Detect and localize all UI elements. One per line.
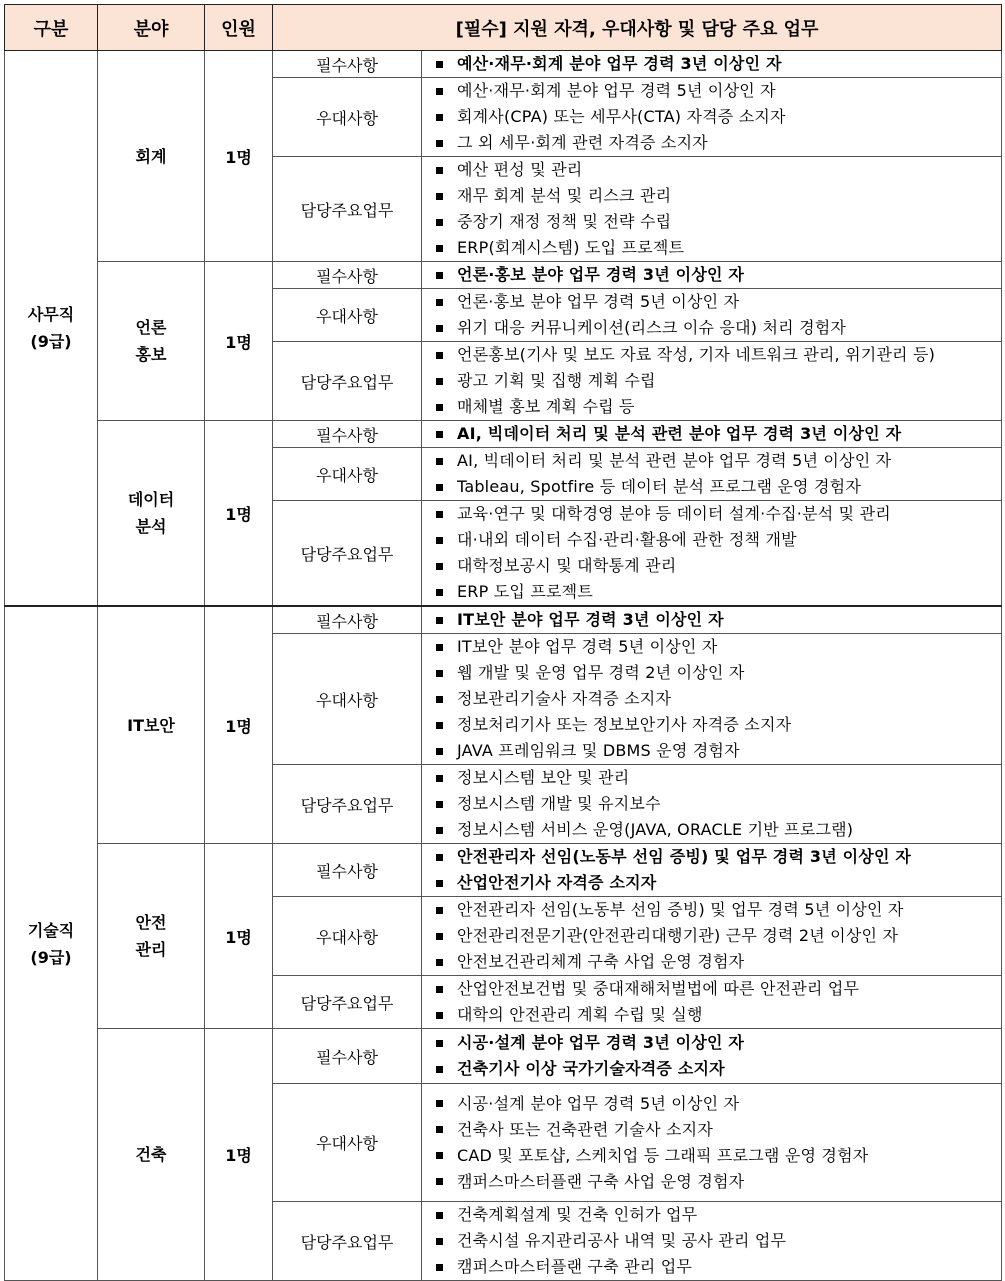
list-item bbox=[436, 78, 1001, 104]
required-description-cell bbox=[422, 1029, 1002, 1084]
list-item-text: 안전보건관리체계 구축 사업 운영 경험자 bbox=[457, 952, 745, 971]
header-category: 구분 bbox=[5, 5, 98, 51]
list-item-text: JAVA 프레임워크 및 DBMS 운영 경험자 bbox=[457, 741, 740, 760]
list-item-text: 정보관리기술사 자격증 소지자 bbox=[457, 689, 672, 708]
list-item bbox=[436, 791, 1001, 817]
list-item bbox=[436, 1117, 1001, 1143]
list-item-text: 언론·홍보 분야 업무 경력 5년 이상인 자 bbox=[457, 292, 740, 311]
header-field: 분야 bbox=[98, 5, 205, 51]
square-bullet-icon bbox=[436, 299, 443, 306]
list-item bbox=[436, 844, 1001, 870]
list-item-text: 재무 회계 분석 및 리스크 관리 bbox=[457, 186, 672, 205]
required-description-cell bbox=[422, 844, 1002, 897]
list-item-text: 회계사(CPA) 또는 세무사(CTA) 자격증 소지자 bbox=[457, 107, 786, 126]
list-item bbox=[436, 183, 1001, 209]
square-bullet-icon bbox=[436, 1238, 443, 1245]
list-item-text: 건축시설 유지관리공사 내역 및 공사 관리 업무 bbox=[457, 1231, 787, 1250]
list-item bbox=[436, 765, 1001, 791]
square-bullet-icon bbox=[436, 986, 443, 993]
field-cell: IT보안 bbox=[98, 606, 205, 844]
square-bullet-icon bbox=[436, 511, 443, 518]
square-bullet-icon bbox=[436, 245, 443, 252]
square-bullet-icon bbox=[436, 1066, 443, 1073]
list-item-text: 안전관리자 선임(노동부 선임 증빙) 및 업무 경력 5년 이상인 자 bbox=[457, 900, 904, 919]
table-row bbox=[5, 51, 1002, 78]
list-item bbox=[436, 1169, 1001, 1195]
required-description-cell bbox=[422, 51, 1002, 78]
list-item bbox=[436, 448, 1001, 474]
list-item-text: ERP 도입 프로젝트 bbox=[457, 582, 593, 601]
list-item bbox=[436, 1002, 1001, 1028]
square-bullet-icon bbox=[436, 880, 443, 887]
square-bullet-icon bbox=[436, 959, 443, 966]
square-bullet-icon bbox=[436, 1264, 443, 1271]
list-item bbox=[436, 474, 1001, 500]
list-item-text: 캠퍼스마스터플랜 구축 사업 운영 경험자 bbox=[457, 1171, 745, 1191]
square-bullet-icon bbox=[436, 1152, 443, 1159]
list-item bbox=[436, 157, 1001, 183]
square-bullet-icon bbox=[436, 484, 443, 491]
preferred-label-cell: 우대사항 bbox=[273, 448, 422, 501]
square-bullet-icon bbox=[436, 272, 443, 279]
list-item bbox=[436, 870, 1001, 896]
square-bullet-icon bbox=[436, 1178, 443, 1185]
headcount-cell: 1명 bbox=[205, 844, 273, 1029]
field-cell: 안전 관리 bbox=[98, 844, 205, 1029]
square-bullet-icon bbox=[436, 88, 443, 95]
table-row bbox=[5, 262, 1002, 289]
square-bullet-icon bbox=[436, 219, 443, 226]
field-cell: 데이터 분석 bbox=[98, 421, 205, 607]
square-bullet-icon bbox=[436, 1012, 443, 1019]
header-row bbox=[5, 5, 1002, 51]
square-bullet-icon bbox=[436, 801, 443, 808]
headcount-cell: 1명 bbox=[205, 51, 273, 262]
list-item-text: 광고 기획 및 집행 계획 수립 bbox=[457, 371, 656, 390]
preferred-description-cell bbox=[422, 78, 1002, 157]
list-item-text: 중장기 재정 정책 및 전략 수립 bbox=[457, 212, 672, 231]
list-item-text: 캠퍼스마스터플랜 구축 관리 업무 bbox=[457, 1257, 693, 1276]
list-item-text: 대학의 안전관리 계획 수립 및 실행 bbox=[457, 1005, 703, 1024]
list-item-text: 그 외 세무·회계 관련 자격증 소지자 bbox=[457, 133, 708, 152]
list-item bbox=[436, 817, 1001, 843]
required-description-cell bbox=[422, 421, 1002, 448]
list-item bbox=[436, 501, 1001, 527]
preferred-label-cell: 우대사항 bbox=[273, 78, 422, 157]
list-item-text: 정보시스템 보안 및 관리 bbox=[457, 768, 630, 787]
square-bullet-icon bbox=[436, 696, 443, 703]
category-cell: 기술직 (9급) bbox=[5, 606, 98, 1281]
list-item bbox=[436, 1228, 1001, 1254]
list-item-text: 건축계획설계 및 건축 인허가 업무 bbox=[457, 1205, 698, 1224]
list-item bbox=[436, 976, 1001, 1002]
square-bullet-icon bbox=[436, 1100, 443, 1107]
list-item bbox=[436, 1254, 1001, 1280]
duties-description-cell bbox=[422, 501, 1002, 607]
list-item-text: 건축기사 이상 국가기술자격증 소지자 bbox=[457, 1059, 725, 1078]
list-item bbox=[436, 1030, 1001, 1056]
preferred-label-cell: 우대사항 bbox=[273, 897, 422, 976]
list-item bbox=[436, 209, 1001, 235]
table-row bbox=[5, 1029, 1002, 1084]
list-item-text: 언론홍보(기사 및 보도 자료 작성, 기자 네트워크 관리, 위기관리 등) bbox=[457, 345, 936, 364]
square-bullet-icon bbox=[436, 1212, 443, 1219]
list-item bbox=[436, 104, 1001, 130]
duties-description-cell bbox=[422, 157, 1002, 262]
preferred-description-cell bbox=[422, 1084, 1002, 1202]
headcount-cell: 1명 bbox=[205, 606, 273, 844]
list-item bbox=[436, 1202, 1001, 1228]
square-bullet-icon bbox=[436, 431, 443, 438]
list-item bbox=[436, 738, 1001, 764]
list-item bbox=[436, 51, 1001, 77]
list-item bbox=[436, 1056, 1001, 1082]
duties-label-cell: 담당주요업무 bbox=[273, 157, 422, 262]
preferred-description-cell bbox=[422, 448, 1002, 501]
square-bullet-icon bbox=[436, 644, 443, 651]
headcount-cell: 1명 bbox=[205, 262, 273, 421]
list-item-text: 시공·설계 분야 업무 경력 3년 이상인 자 bbox=[457, 1033, 745, 1052]
list-item bbox=[436, 368, 1001, 394]
required-description-cell bbox=[422, 262, 1002, 289]
header-description: [필수] 지원 자격, 우대사항 및 담당 주요 업무 bbox=[273, 5, 1002, 51]
preferred-label-cell: 우대사항 bbox=[273, 1084, 422, 1202]
list-item bbox=[436, 1091, 1001, 1117]
list-item-text: 시공·설계 분야 업무 경력 5년 이상인 자 bbox=[457, 1093, 740, 1113]
square-bullet-icon bbox=[436, 775, 443, 782]
square-bullet-icon bbox=[436, 589, 443, 596]
list-item bbox=[436, 712, 1001, 738]
square-bullet-icon bbox=[436, 378, 443, 385]
list-item bbox=[436, 1143, 1001, 1169]
list-item-text: 교육·연구 및 대학경영 분야 등 데이터 설계·수집·분석 및 관리 bbox=[457, 504, 891, 523]
recruitment-table bbox=[4, 4, 1002, 1281]
list-item-text: 대학정보공시 및 대학통계 관리 bbox=[457, 556, 677, 575]
list-item bbox=[436, 342, 1001, 368]
preferred-description-cell bbox=[422, 634, 1002, 765]
square-bullet-icon bbox=[436, 325, 443, 332]
list-item-text: 정보시스템 개발 및 유지보수 bbox=[457, 794, 661, 813]
list-item-text: AI, 빅데이터 처리 및 분석 관련 분야 업무 경력 5년 이상인 자 bbox=[457, 451, 892, 470]
list-item-text: 대·내외 데이터 수집·관리·활용에 관한 정책 개발 bbox=[457, 530, 797, 549]
list-item-text: IT보안 분야 업무 경력 5년 이상인 자 bbox=[457, 637, 718, 656]
list-item bbox=[436, 660, 1001, 686]
duties-label-cell: 담당주요업무 bbox=[273, 501, 422, 607]
list-item-text: 안전관리전문기관(안전관리대행기관) 근무 경력 2년 이상인 자 bbox=[457, 926, 899, 945]
duties-label-cell: 담당주요업무 bbox=[273, 1202, 422, 1281]
preferred-label-cell: 우대사항 bbox=[273, 289, 422, 342]
duties-label-cell: 담당주요업무 bbox=[273, 976, 422, 1029]
square-bullet-icon bbox=[436, 722, 443, 729]
list-item bbox=[436, 421, 1001, 447]
square-bullet-icon bbox=[436, 352, 443, 359]
square-bullet-icon bbox=[436, 617, 443, 624]
square-bullet-icon bbox=[436, 933, 443, 940]
list-item-text: ERP(회계시스템) 도입 프로젝트 bbox=[457, 238, 685, 257]
list-item bbox=[436, 394, 1001, 420]
square-bullet-icon bbox=[436, 748, 443, 755]
list-item-text: 예산·재무·회계 분야 업무 경력 5년 이상인 자 bbox=[457, 81, 776, 100]
field-cell: 언론 홍보 bbox=[98, 262, 205, 421]
headcount-cell: 1명 bbox=[205, 1029, 273, 1281]
list-item-text: 정보처리기사 또는 정보보안기사 자격증 소지자 bbox=[457, 715, 792, 734]
square-bullet-icon bbox=[436, 1040, 443, 1047]
list-item bbox=[436, 527, 1001, 553]
list-item bbox=[436, 897, 1001, 923]
list-item bbox=[436, 235, 1001, 261]
list-item-text: 웹 개발 및 운영 업무 경력 2년 이상인 자 bbox=[457, 663, 745, 682]
duties-description-cell bbox=[422, 765, 1002, 844]
list-item-text: CAD 및 포토샵, 스케치업 등 그래픽 프로그램 운영 경험자 bbox=[457, 1145, 869, 1165]
field-cell: 건축 bbox=[98, 1029, 205, 1281]
required-label-cell: 필수사항 bbox=[273, 844, 422, 897]
list-item-text: 건축사 또는 건축관련 기술사 소지자 bbox=[457, 1119, 713, 1139]
list-item bbox=[436, 289, 1001, 315]
square-bullet-icon bbox=[436, 563, 443, 570]
square-bullet-icon bbox=[436, 61, 443, 68]
list-item-text: 매체별 홍보 계획 수립 등 bbox=[457, 397, 635, 416]
square-bullet-icon bbox=[436, 670, 443, 677]
list-item bbox=[436, 923, 1001, 949]
square-bullet-icon bbox=[436, 404, 443, 411]
list-item-text: IT보안 분야 업무 경력 3년 이상인 자 bbox=[457, 610, 724, 629]
required-description-cell bbox=[422, 606, 1002, 634]
duties-label-cell: 담당주요업무 bbox=[273, 342, 422, 421]
list-item-text: 예산·재무·회계 분야 업무 경력 3년 이상인 자 bbox=[457, 54, 782, 73]
required-label-cell: 필수사항 bbox=[273, 421, 422, 448]
square-bullet-icon bbox=[436, 854, 443, 861]
square-bullet-icon bbox=[436, 827, 443, 834]
required-label-cell: 필수사항 bbox=[273, 1029, 422, 1084]
list-item bbox=[436, 553, 1001, 579]
table-row bbox=[5, 606, 1002, 634]
list-item bbox=[436, 579, 1001, 605]
square-bullet-icon bbox=[436, 193, 443, 200]
list-item-text: 산업안전기사 자격증 소지자 bbox=[457, 873, 657, 892]
header-count: 인원 bbox=[205, 5, 273, 51]
square-bullet-icon bbox=[436, 907, 443, 914]
preferred-label-cell: 우대사항 bbox=[273, 634, 422, 765]
list-item-text: 정보시스템 서비스 운영(JAVA, ORACLE 기반 프로그램) bbox=[457, 820, 854, 839]
list-item-text: AI, 빅데이터 처리 및 분석 관련 분야 업무 경력 3년 이상인 자 bbox=[457, 424, 902, 443]
list-item-text: Tableau, Spotfire 등 데이터 분석 프로그램 운영 경험자 bbox=[457, 477, 861, 496]
preferred-description-cell bbox=[422, 897, 1002, 976]
headcount-cell: 1명 bbox=[205, 421, 273, 607]
required-label-cell: 필수사항 bbox=[273, 262, 422, 289]
list-item bbox=[436, 949, 1001, 975]
square-bullet-icon bbox=[436, 1126, 443, 1133]
square-bullet-icon bbox=[436, 167, 443, 174]
table-row bbox=[5, 421, 1002, 448]
duties-description-cell bbox=[422, 342, 1002, 421]
square-bullet-icon bbox=[436, 114, 443, 121]
list-item-text: 위기 대응 커뮤니케이션(리스크 이슈 응대) 처리 경험자 bbox=[457, 318, 847, 337]
list-item-text: 안전관리자 선임(노동부 선임 증빙) 및 업무 경력 3년 이상인 자 bbox=[457, 847, 912, 866]
list-item-text: 예산 편성 및 관리 bbox=[457, 160, 583, 179]
list-item-text: 언론·홍보 분야 업무 경력 3년 이상인 자 bbox=[457, 265, 745, 284]
preferred-description-cell bbox=[422, 289, 1002, 342]
list-item bbox=[436, 315, 1001, 341]
required-label-cell: 필수사항 bbox=[273, 606, 422, 634]
duties-description-cell bbox=[422, 976, 1002, 1029]
table-body bbox=[5, 51, 1002, 1281]
required-label-cell: 필수사항 bbox=[273, 51, 422, 78]
field-cell: 회계 bbox=[98, 51, 205, 262]
duties-label-cell: 담당주요업무 bbox=[273, 765, 422, 844]
list-item bbox=[436, 686, 1001, 712]
list-item bbox=[436, 634, 1001, 660]
square-bullet-icon bbox=[436, 537, 443, 544]
list-item bbox=[436, 607, 1001, 633]
list-item bbox=[436, 130, 1001, 156]
category-cell: 사무직 (9급) bbox=[5, 51, 98, 607]
square-bullet-icon bbox=[436, 140, 443, 147]
square-bullet-icon bbox=[436, 458, 443, 465]
table-row bbox=[5, 844, 1002, 897]
list-item-text: 산업안전보건법 및 중대재해처벌법에 따른 안전관리 업무 bbox=[457, 979, 860, 998]
list-item bbox=[436, 262, 1001, 288]
